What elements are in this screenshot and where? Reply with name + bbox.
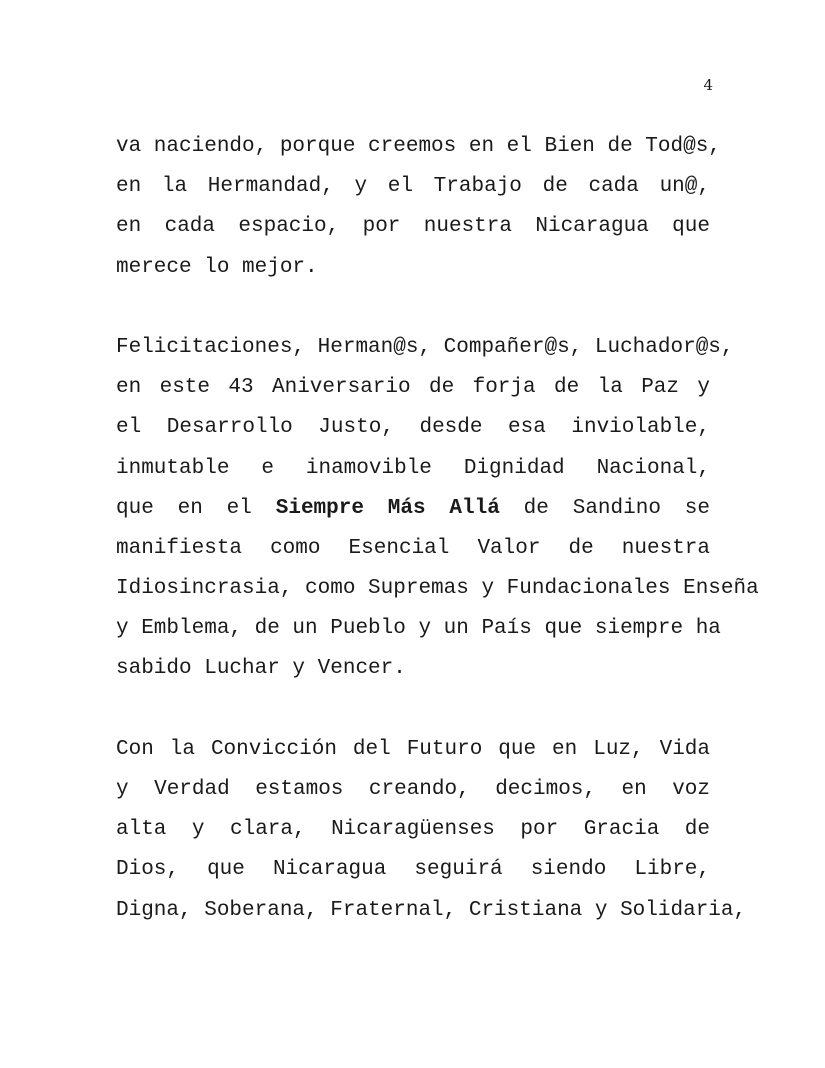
emphasized-phrase: Siempre Más Allá <box>275 496 500 520</box>
paragraph-3 <box>116 730 747 931</box>
text-line: y Verdad estamos creando, decimos, en voz <box>116 778 710 801</box>
text-line: va naciendo, porque creemos en el Bien de Tod@s, <box>116 135 721 158</box>
page-number: 4 <box>703 76 713 94</box>
text-line: en la Hermandad, y el Trabajo de cada un@, <box>116 175 710 199</box>
document-body <box>116 127 759 931</box>
text-line: sabido Luchar y Vencer. <box>116 657 406 681</box>
text-line: Dios, que Nicaragua seguirá siendo Libre, <box>116 858 710 882</box>
text-line: Felicitaciones, Herman@s, Compañer@s, Luchador@s, <box>116 335 734 359</box>
text-segment: que en el <box>116 496 276 520</box>
text-line: en cada espacio, por nuestra Nicaragua que <box>116 215 710 239</box>
text-line: en este 43 Aniversario de forja de la Paz y <box>116 376 710 400</box>
text-segment: de Sandino se <box>499 496 710 520</box>
text-line: Idiosincrasia, como Supremas y Fundacionales Enseña <box>116 577 759 601</box>
text-line: manifiesta como Esencial Valor de nuestra <box>116 536 710 560</box>
text-line: alta y clara, Nicaragüenses por Gracia de <box>116 818 710 842</box>
text-line: inmutable e inamovible Dignidad Nacional, <box>116 456 710 480</box>
text-line: Digna, Soberana, Fraternal, Cristiana y Solidaria, <box>116 898 747 922</box>
text-line: merece lo mejor. <box>116 255 318 279</box>
paragraph-1 <box>116 127 721 288</box>
text-line: el Desarrollo Justo, desde esa inviolable, <box>116 416 710 440</box>
text-line-with-emphasis <box>116 489 710 529</box>
text-line: y Emblema, de un Pueblo y un País que siempre ha <box>116 617 721 641</box>
text-line: Con la Convicción del Futuro que en Luz, Vida <box>116 737 710 761</box>
paragraph-2 <box>116 328 759 690</box>
